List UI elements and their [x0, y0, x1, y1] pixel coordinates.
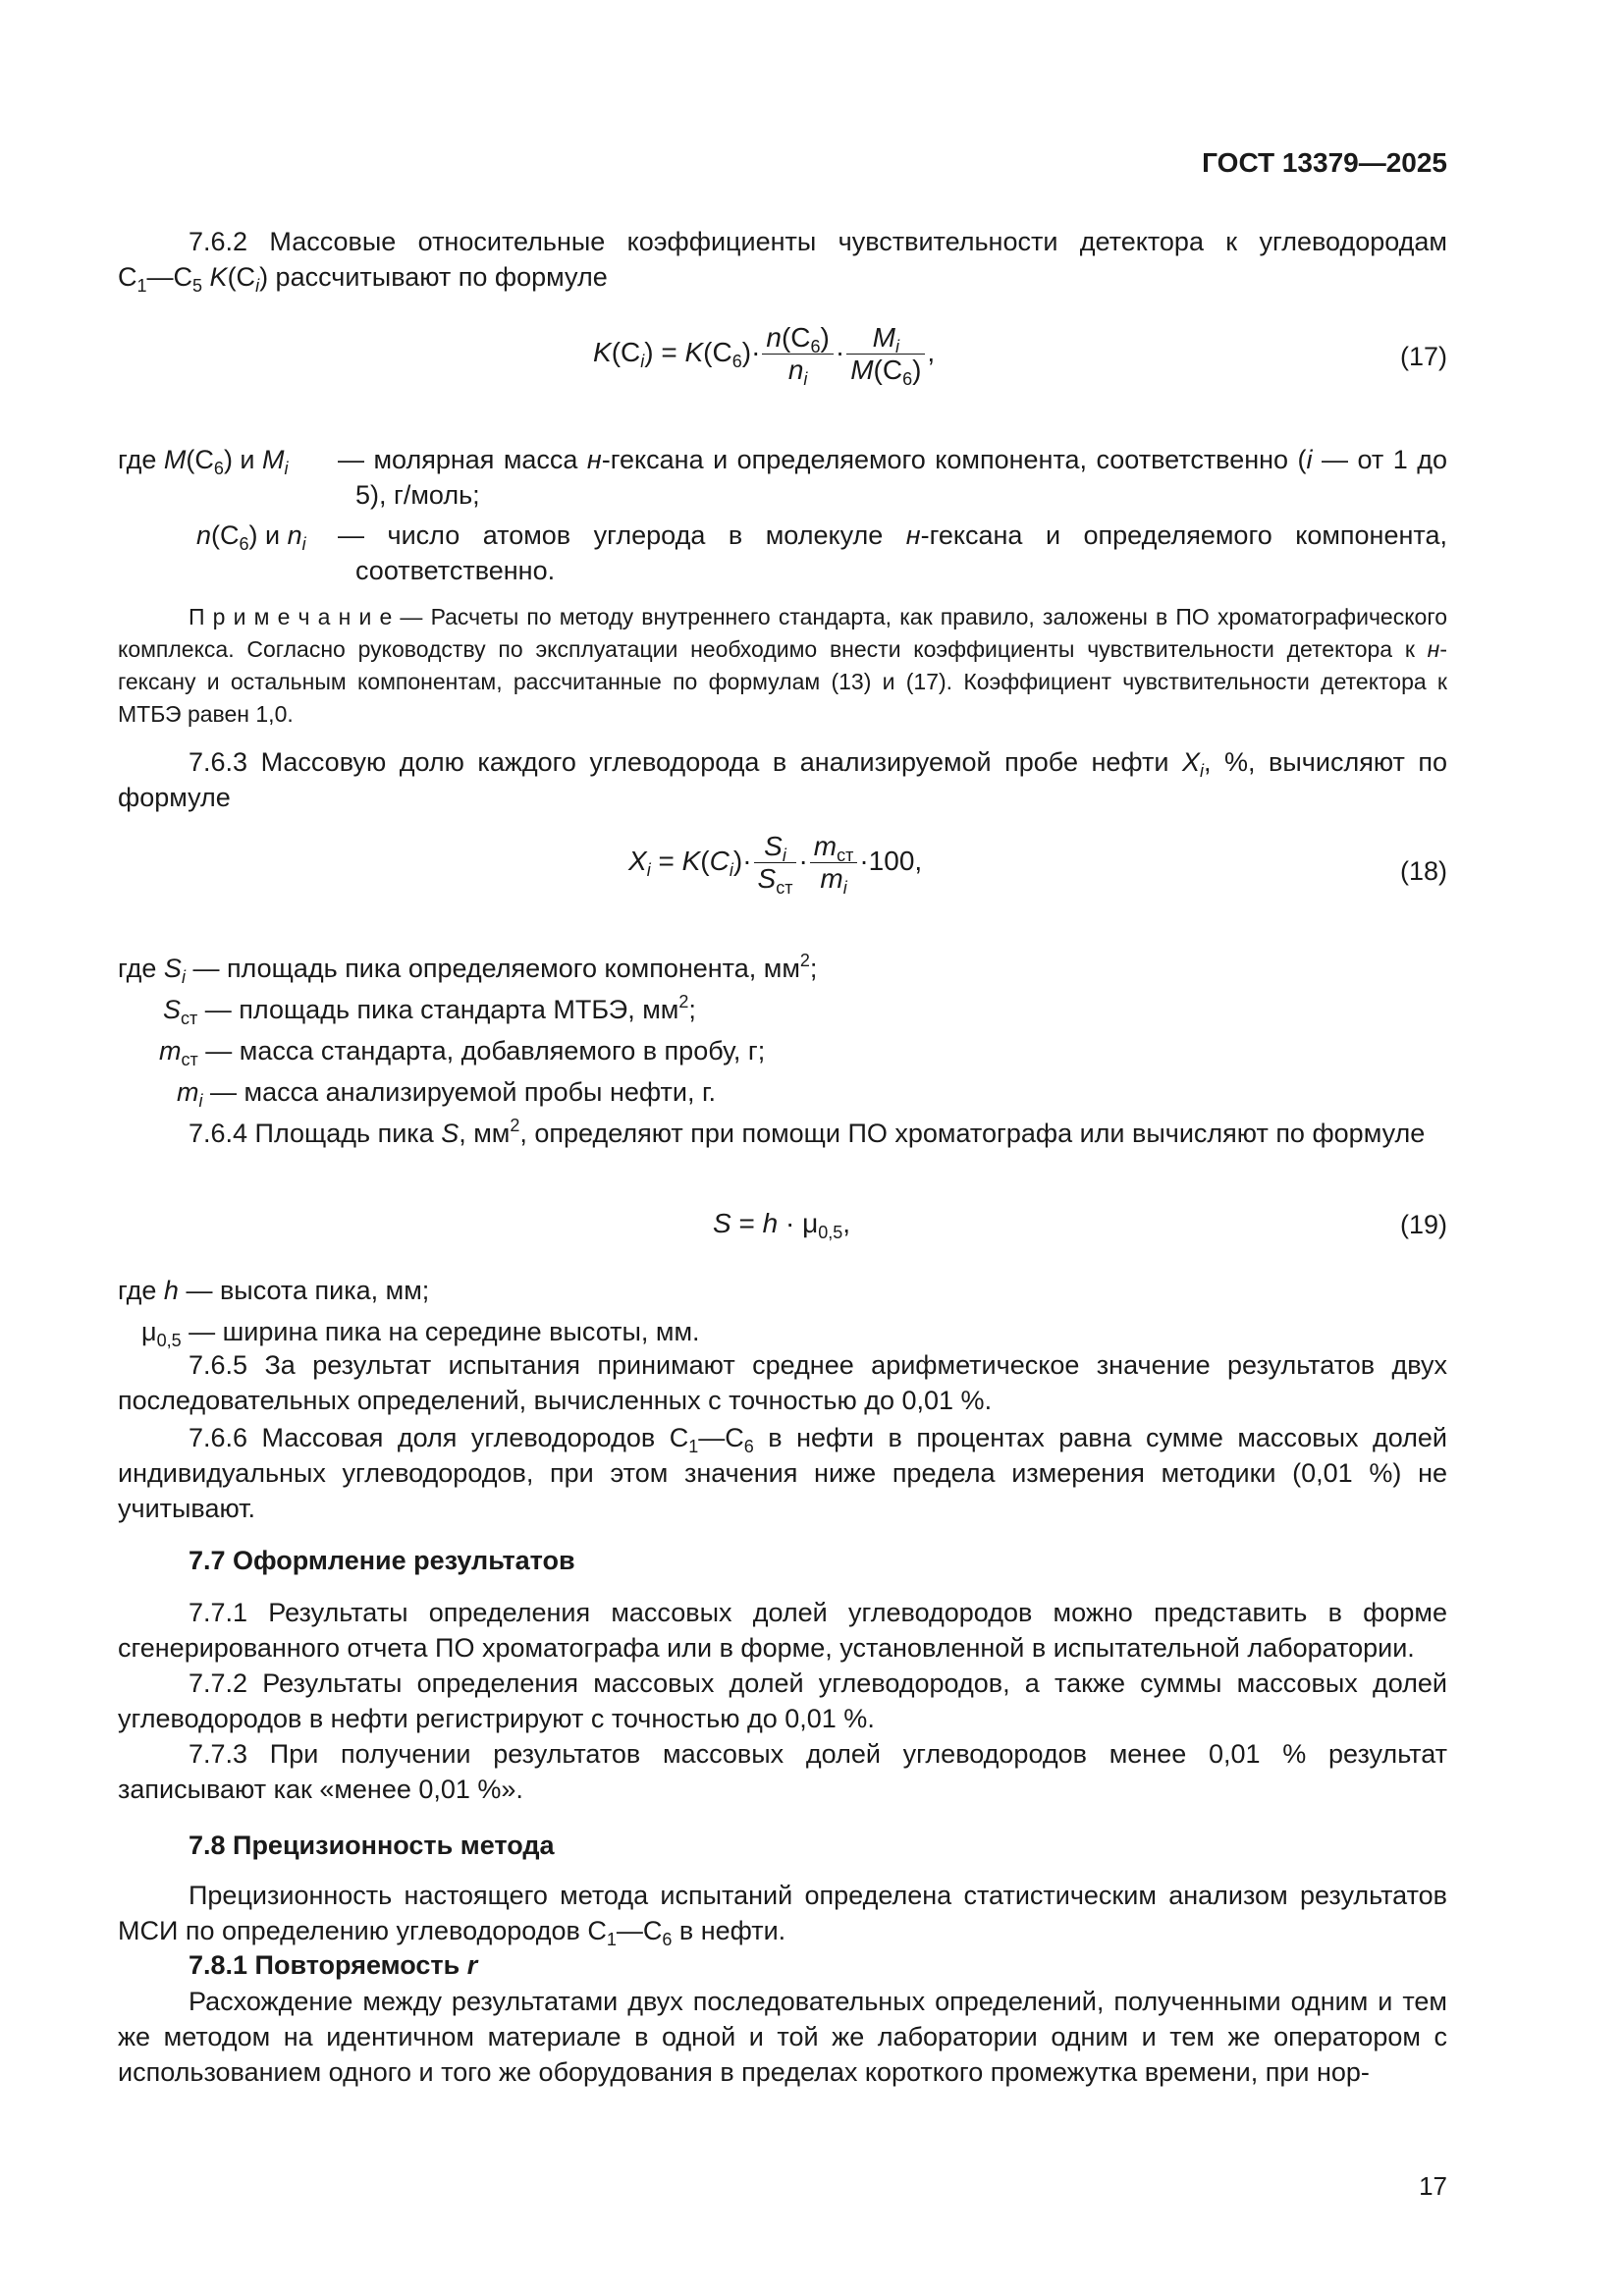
where-17-def-2-cont: соответственно. — [355, 556, 556, 585]
heading-7-8: 7.8 Прецизионность метода — [189, 1831, 555, 1860]
where-19-term-1: где h — высота пика, мм; — [118, 1276, 430, 1305]
where-18-term-4: $m_i$ — масса анализируемой пробы нефти, г. — [177, 1077, 717, 1111]
paragraph-7-6-6: 7.6.6 Массовая доля углеводородов $С_1—С_6$ в нефти в процентах равна сумме массовых долей индивидуальных углеводородов, при этом значения ниже предела измерения методики (0,01 %) не учитывают. — [118, 1423, 1447, 1523]
equation-17-number: (17) — [1399, 342, 1447, 371]
where-17-def-1-cont: 5), г/моль; — [355, 480, 480, 510]
heading-7-8-1: 7.8.1 Повторяемость r — [189, 1950, 478, 1980]
where-17-term-2: $n(С_6)$ и $n_i$ — [196, 520, 306, 554]
page-number: 17 — [1419, 2171, 1447, 2201]
equation-17: $K(С_i) = K(С_6)\cdot$ $\frac{n(С_6)}{n_i}$ · $\frac{M_i}{M(С_6)}$ , — [593, 322, 936, 389]
paragraph-7-8: Прецизионность настоящего метода испытаний определена статистическим анализом результатов МСИ по определению углеводородов $С_1—С_6$ в нефти. — [118, 1881, 1447, 1949]
equation-19-number: (19) — [1399, 1210, 1447, 1239]
paragraph-7-6-2-line2: $С_1—С_5$ $K(С_i)$ рассчитывают по формуле — [118, 262, 608, 296]
equation-18-number: (18) — [1399, 856, 1447, 886]
paragraph-7-6-4: 7.6.4 Площадь пика S, $мм^2$, определяют при помощи ПО хроматографа или вычисляют по формуле — [189, 1116, 1426, 1148]
heading-7-7: 7.7 Оформление результатов — [189, 1546, 575, 1575]
where-18-term-1: где $S_i$ — площадь пика определяемого компонента, $мм^2$; — [118, 951, 818, 987]
note-block: П р и м е ч а н и е — Расчеты по методу внутреннего стандарта, как правило, заложены в ПО хроматографического комплекса. Согласно руководству по эксплуатации необходимо внести коэффициенты чувствительности детектора к н-гексану и остальным компонентам, рассчитанные по формулам (13) и (17). Коэффициент чувствительности детектора к МТБЭ равен 1,0. — [118, 604, 1448, 727]
paragraph-7-7-1: 7.7.1 Результаты определения массовых долей углеводородов можно представить в форме сгенерированного отчета ПО хроматографа или в форме, установленной в испытательной лаборатории. — [118, 1598, 1447, 1663]
where-18-term-3: $m_{ст}$ — масса стандарта, добавляемого в пробу, г; — [159, 1036, 766, 1069]
paragraph-7-6-3: 7.6.3 Массовую долю каждого углеводорода в анализируемой пробе нефти $X_i$, %, вычисляют по формуле — [118, 747, 1447, 812]
where-19-term-2: $\mu_{0,5}$ — ширина пика на середине высоты, мм. — [141, 1317, 700, 1350]
paragraph-7-7-3: 7.7.3 При получении результатов массовых долей углеводородов менее 0,01 % результат записывают как «менее 0,01 %». — [118, 1739, 1447, 1804]
where-17-term-1: где $M(С_6)$ и $M_i$ — [118, 445, 289, 478]
standard-header: ГОСТ 13379—2025 — [1202, 147, 1447, 178]
where-17-def-1: — молярная масса н-гексана и определяемого компонента, соответственно (i — от 1 до — [338, 445, 1447, 474]
paragraph-7-7-2: 7.7.2 Результаты определения массовых долей углеводородов, а также суммы массовых долей углеводородов в нефти регистрируют с точностью до 0,01 %. — [118, 1668, 1447, 1733]
paragraph-7-6-2: 7.6.2 Массовые относительные коэффициенты чувствительности детектора к углеводородам — [189, 227, 1447, 256]
equation-18: $X_i = K(C_i)\cdot$ $\frac{S_i}{S_{ст}}$ · $\frac{m_{ст}}{m_i}$ ·100, — [628, 831, 923, 898]
where-17-def-2: — число атомов углерода в молекуле н-гексана и определяемого компонента, — [338, 520, 1447, 550]
note-label: П р и м е ч а н и е — [189, 604, 393, 629]
paragraph-7-6-5: 7.6.5 За результат испытания принимают среднее арифметическое значение результатов двух последовательных определений, вычисленных с точностью до 0,01 %. — [118, 1350, 1447, 1415]
paragraph-7-8-1: Расхождение между результатами двух последовательных определений, полученными одним и тем же методом на идентичном материале в одной и той же лаборатории одним и тем же оператором с использованием одного и того же оборудования в пределах короткого промежутка времени, при нор- — [118, 1987, 1447, 2087]
where-18-term-2: $S_{ст}$ — площадь пика стандарта МТБЭ, $мм^2$; — [163, 992, 696, 1028]
equation-19: $S = h \cdot \mu_{0,5}$, — [713, 1208, 851, 1242]
